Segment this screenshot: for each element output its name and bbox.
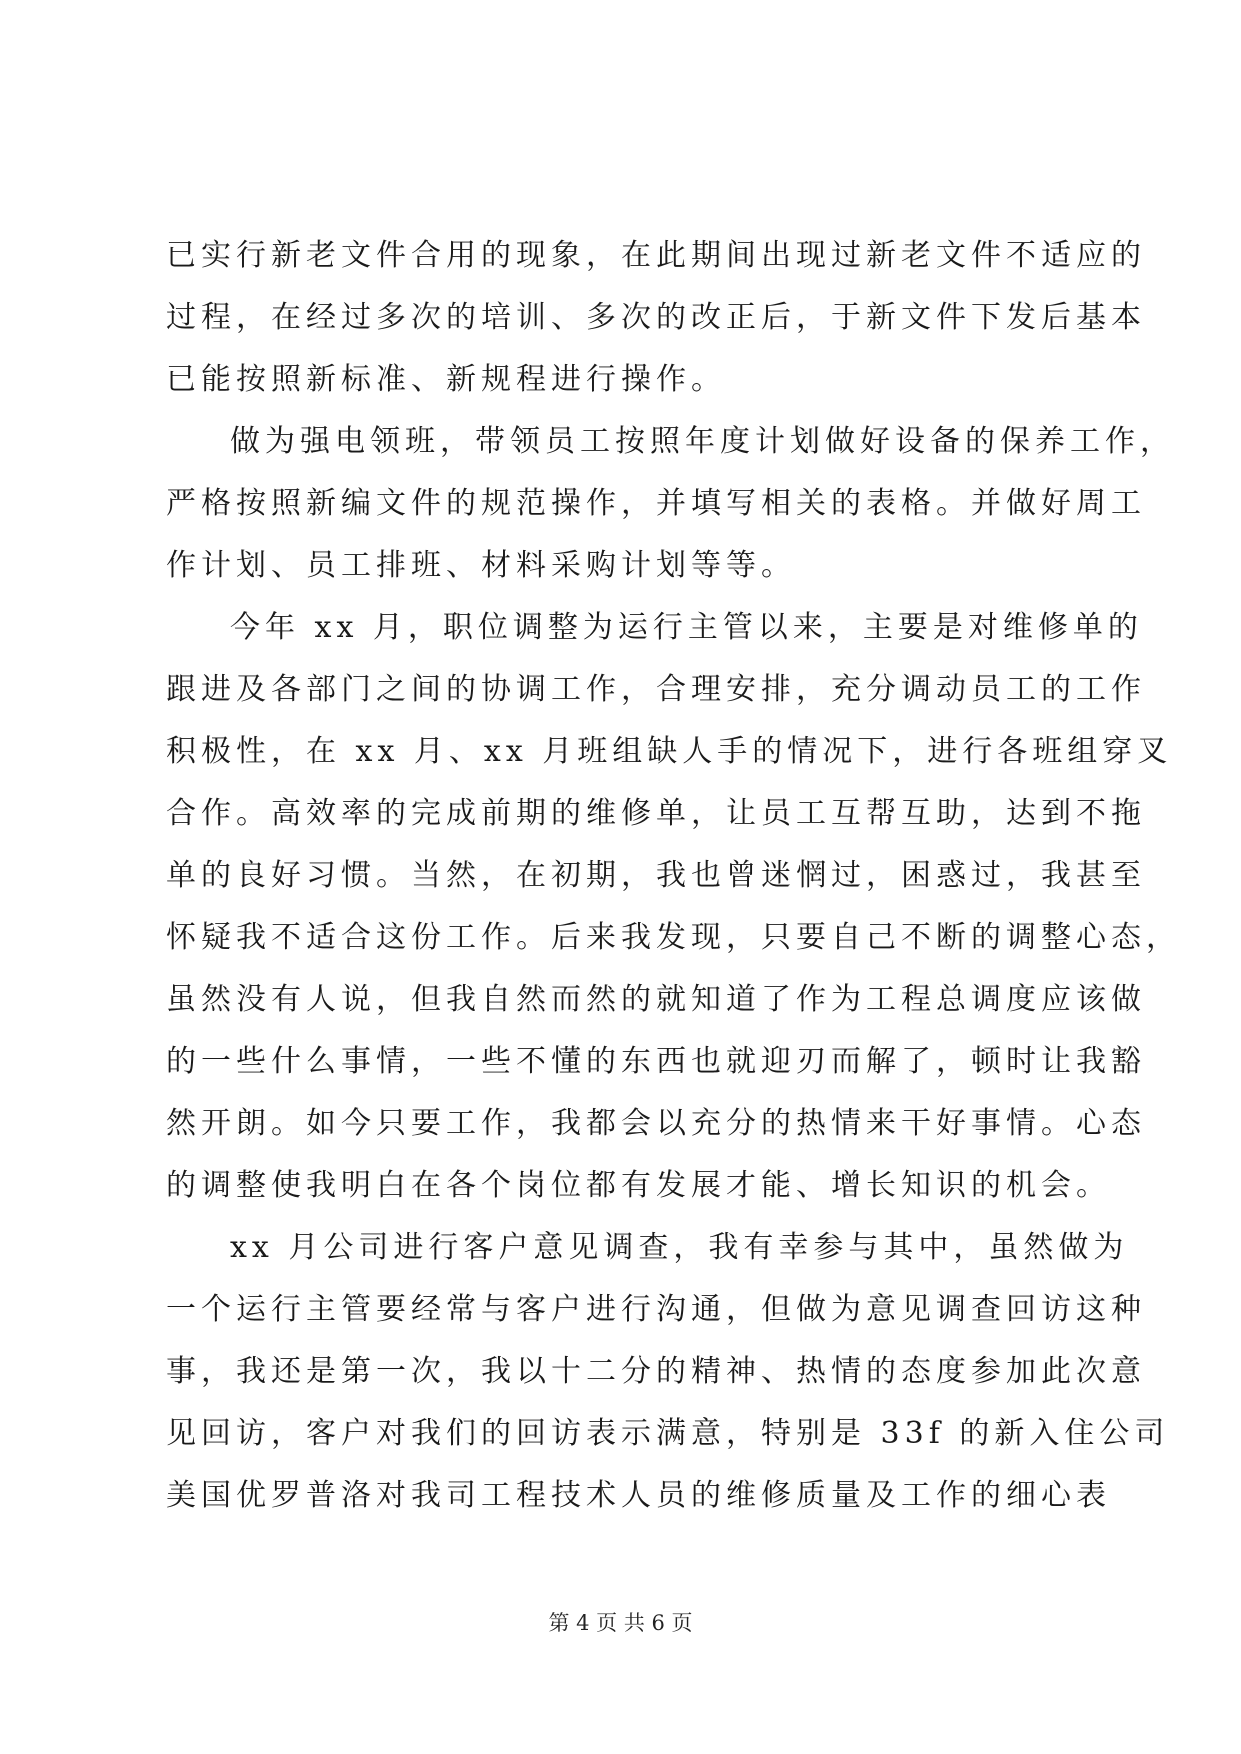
text-line: 虽然没有人说，但我自然而然的就知道了作为工程总调度应该做 (166, 982, 1146, 1017)
text-line: 今年 xx 月，职位调整为运行主管以来，主要是对维修单的 (230, 610, 1143, 645)
text-line: 然开朗。如今只要工作，我都会以充分的热情来干好事情。心态 (166, 1106, 1146, 1141)
text-line: 严格按照新编文件的规范操作，并填写相关的表格。并做好周工 (166, 486, 1146, 521)
text-line: 美国优罗普洛对我司工程技术人员的维修质量及工作的细心表 (166, 1478, 1111, 1513)
text-line: 一个运行主管要经常与客户进行沟通，但做为意见调查回访这种 (166, 1292, 1146, 1327)
text-line: 事，我还是第一次，我以十二分的精神、热情的态度参加此次意 (166, 1354, 1146, 1389)
text-line: 过程，在经过多次的培训、多次的改正后，于新文件下发后基本 (166, 300, 1146, 335)
text-line: 作计划、员工排班、材料采购计划等等。 (166, 548, 796, 583)
text-line: 单的良好习惯。当然，在初期，我也曾迷惘过，困惑过，我甚至 (166, 858, 1146, 893)
text-line: 的调整使我明白在各个岗位都有发展才能、增长知识的机会。 (166, 1168, 1111, 1203)
text-line: 合作。高效率的完成前期的维修单，让员工互帮互助，达到不拖 (166, 796, 1146, 831)
text-line: 的一些什么事情，一些不懂的东西也就迎刃而解了，顿时让我豁 (166, 1044, 1146, 1079)
page-footer (0, 1607, 1241, 1637)
document-body (166, 225, 1181, 1527)
text-line: 怀疑我不适合这份工作。后来我发现，只要自己不断的调整心态， (166, 920, 1181, 955)
paragraph (166, 1217, 1170, 1527)
paragraph (166, 597, 1181, 1217)
text-line: 跟进及各部门之间的协调工作，合理安排，充分调动员工的工作 (166, 672, 1146, 707)
paragraph (166, 225, 1146, 411)
page-number: 第 4 页 共 6 页 (548, 1611, 693, 1635)
text-line: 已实行新老文件合用的现象，在此期间出现过新老文件不适应的 (166, 238, 1146, 273)
text-line: 积极性，在 xx 月、xx 月班组缺人手的情况下，进行各班组穿叉 (166, 734, 1173, 769)
text-line: 做为强电领班，带领员工按照年度计划做好设备的保养工作， (230, 424, 1175, 459)
paragraph (166, 411, 1175, 597)
text-line: 见回访，客户对我们的回访表示满意，特别是 33f 的新入住公司 (166, 1416, 1170, 1451)
text-line: xx 月公司进行客户意见调查，我有幸参与其中，虽然做为 (230, 1230, 1129, 1265)
text-line: 已能按照新标准、新规程进行操作。 (166, 362, 726, 397)
